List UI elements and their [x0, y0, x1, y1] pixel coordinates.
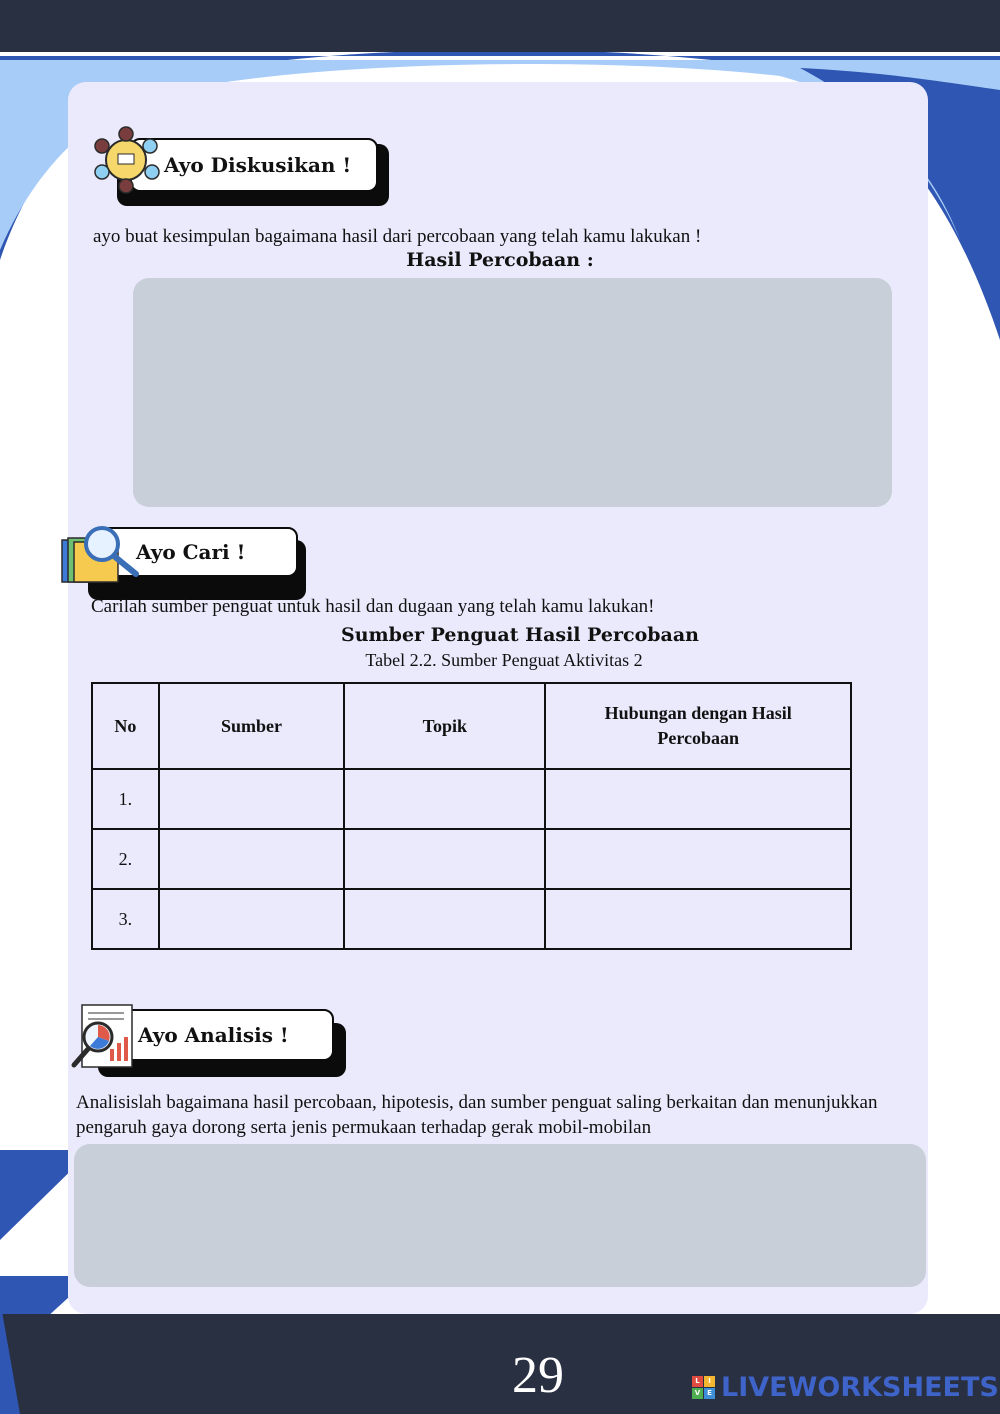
badge-label: Ayo Cari !: [100, 527, 298, 577]
hubungan-cell[interactable]: [545, 769, 851, 829]
heading-sumber-penguat: Sumber Penguat Hasil Percobaan: [341, 624, 699, 646]
badge-label: Ayo Diskusikan !: [130, 138, 378, 192]
report-chart-icon: [70, 1003, 136, 1071]
discussion-group-icon: [92, 126, 164, 196]
table-row: [92, 829, 851, 889]
heading-hasil-percobaan: Hasil Percobaan :: [406, 249, 594, 271]
hubungan-cell[interactable]: [545, 829, 851, 889]
column-header-hubungan: Hubungan dengan Hasil Percobaan: [545, 683, 851, 769]
row-number: 3.: [92, 889, 159, 949]
liveworksheets-brand[interactable]: [692, 1372, 999, 1403]
hasil-percobaan-answer-box[interactable]: [133, 278, 892, 507]
instruction-cari: Carilah sumber penguat untuk hasil dan dugaan yang telah kamu lakukan!: [91, 596, 655, 617]
sumber-cell[interactable]: [159, 889, 344, 949]
column-header-sumber: Sumber: [159, 683, 344, 769]
top-bar: [0, 0, 1000, 52]
hubungan-cell[interactable]: [545, 889, 851, 949]
analisis-answer-box[interactable]: [74, 1144, 926, 1287]
sumber-penguat-table: [91, 682, 852, 950]
column-header-topik: Topik: [344, 683, 545, 769]
badge-label: Ayo Analisis !: [112, 1009, 334, 1061]
sumber-cell[interactable]: [159, 769, 344, 829]
badge-ayo-diskusikan: [92, 126, 392, 208]
table-row: [92, 769, 851, 829]
brand-text: LIVEWORKSHEETS: [721, 1372, 999, 1403]
sumber-cell[interactable]: [159, 829, 344, 889]
table-header-row: [92, 683, 851, 769]
badge-ayo-cari: [60, 524, 310, 590]
topik-cell[interactable]: [344, 769, 545, 829]
topik-cell[interactable]: [344, 829, 545, 889]
page-number: 29: [512, 1347, 564, 1404]
liveworksheets-logo-icon: L I V E: [692, 1376, 715, 1399]
instruction-analisis: Analisislah bagaimana hasil percobaan, hipotesis, dan sumber penguat saling berkaitan dan menunjukkan pengaruh gaya dorong serta jenis permukaan terhadap gerak mobil-mobilan: [76, 1092, 878, 1138]
column-header-no: No: [92, 683, 159, 769]
badge-ayo-analisis: [70, 1003, 352, 1079]
row-number: 2.: [92, 829, 159, 889]
instruction-diskusikan: ayo buat kesimpulan bagaimana hasil dari percobaan yang telah kamu lakukan !: [93, 226, 702, 247]
table-caption: Tabel 2.2. Sumber Penguat Aktivitas 2: [365, 650, 643, 670]
magnifier-folder-icon: [60, 524, 142, 586]
table-row: [92, 889, 851, 949]
topik-cell[interactable]: [344, 889, 545, 949]
row-number: 1.: [92, 769, 159, 829]
